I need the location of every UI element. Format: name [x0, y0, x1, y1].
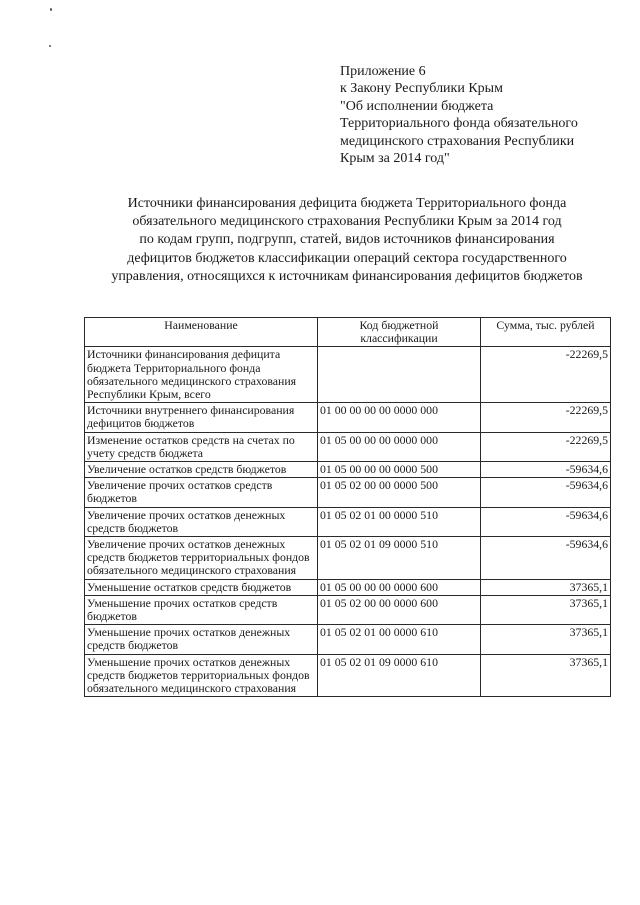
amount-cell: 37365,1 [481, 579, 611, 595]
amount-cell: -59634,6 [481, 478, 611, 507]
table-row [85, 595, 611, 624]
amount-cell: 37365,1 [481, 595, 611, 624]
name-cell: Уменьшение остатков средств бюджетов [85, 579, 318, 595]
name-cell: Источники финансирования дефицита бюджета Территориального фонда обязательного медицинского страхования Республики Крым, всего [85, 347, 318, 403]
table-row [85, 579, 611, 595]
appendix-note [340, 63, 620, 167]
name-cell: Увеличение прочих остатков средств бюджетов [85, 478, 318, 507]
amount-cell: -59634,6 [481, 537, 611, 580]
title-line: обязательного медицинского страхования Республики Крым за 2014 год [132, 214, 562, 230]
code-cell: 01 05 00 00 00 0000 600 [318, 579, 481, 595]
appendix-line: Крым за 2014 год" [340, 151, 450, 167]
table-row [85, 654, 611, 697]
table-row [85, 403, 611, 432]
appendix-line: Приложение 6 [340, 64, 426, 79]
budget-sources-table [84, 317, 611, 697]
table-row [85, 625, 611, 654]
amount-cell: -22269,5 [481, 403, 611, 432]
amount-cell: -59634,6 [481, 507, 611, 536]
table-row [85, 478, 611, 507]
table-row [85, 432, 611, 461]
amount-cell: -22269,5 [481, 432, 611, 461]
amount-cell: -59634,6 [481, 462, 611, 478]
name-cell: Источники внутреннего финансирования дефицитов бюджетов [85, 403, 318, 432]
title-line: по кодам групп, подгрупп, статей, видов источников финансирования [139, 232, 555, 248]
code-cell: 01 05 02 00 00 0000 500 [318, 478, 481, 507]
name-cell: Увеличение прочих остатков денежных средств бюджетов [85, 507, 318, 536]
name-cell: Увеличение прочих остатков денежных средств бюджетов территориальных фондов обязательного медицинского страхования [85, 537, 318, 580]
code-cell: 01 05 02 00 00 0000 600 [318, 595, 481, 624]
table-row [85, 462, 611, 478]
name-cell: Увеличение остатков средств бюджетов [85, 462, 318, 478]
name-cell: Уменьшение прочих остатков денежных средств бюджетов территориальных фондов обязательного медицинского страхования [85, 654, 318, 697]
code-cell: 01 05 00 00 00 0000 000 [318, 432, 481, 461]
table-row [85, 347, 611, 403]
name-cell: Изменение остатков средств на счетах по учету средств бюджета [85, 432, 318, 461]
column-header-name: Наименование [85, 318, 318, 347]
appendix-line: медицинского страхования Республики [340, 133, 575, 149]
name-cell: Уменьшение прочих остатков денежных средств бюджетов [85, 625, 318, 654]
code-cell: 01 00 00 00 00 0000 000 [318, 403, 481, 432]
scan-speck [50, 8, 52, 11]
scan-speck [49, 45, 51, 47]
appendix-line: Территориального фонда обязательного [340, 116, 578, 132]
amount-cell: -22269,5 [481, 347, 611, 403]
column-header-code: Код бюджетной классификации [318, 318, 481, 347]
title-line: Источники финансирования дефицита бюджета Территориального фонда [127, 196, 567, 211]
table-body [85, 347, 611, 697]
column-header-amount: Сумма, тыс. рублей [481, 318, 611, 347]
table-header-row [85, 318, 611, 347]
code-cell: 01 05 02 01 00 0000 610 [318, 625, 481, 654]
title-line: управления, относящихся к источникам финансирования дефицитов бюджетов [111, 268, 583, 284]
code-cell: 01 05 02 01 09 0000 510 [318, 537, 481, 580]
title-line: дефицитов бюджетов классификации операций сектора государственного [127, 250, 567, 266]
table-row [85, 507, 611, 536]
table-row [85, 537, 611, 580]
appendix-line: к Закону Республики Крым [340, 81, 503, 97]
amount-cell: 37365,1 [481, 654, 611, 697]
document-title [82, 195, 612, 286]
code-cell [318, 347, 481, 403]
code-cell: 01 05 02 01 00 0000 510 [318, 507, 481, 536]
amount-cell: 37365,1 [481, 625, 611, 654]
code-cell: 01 05 02 01 09 0000 610 [318, 654, 481, 697]
appendix-line: "Об исполнении бюджета [340, 98, 494, 114]
code-cell: 01 05 00 00 00 0000 500 [318, 462, 481, 478]
name-cell: Уменьшение прочих остатков средств бюджетов [85, 595, 318, 624]
